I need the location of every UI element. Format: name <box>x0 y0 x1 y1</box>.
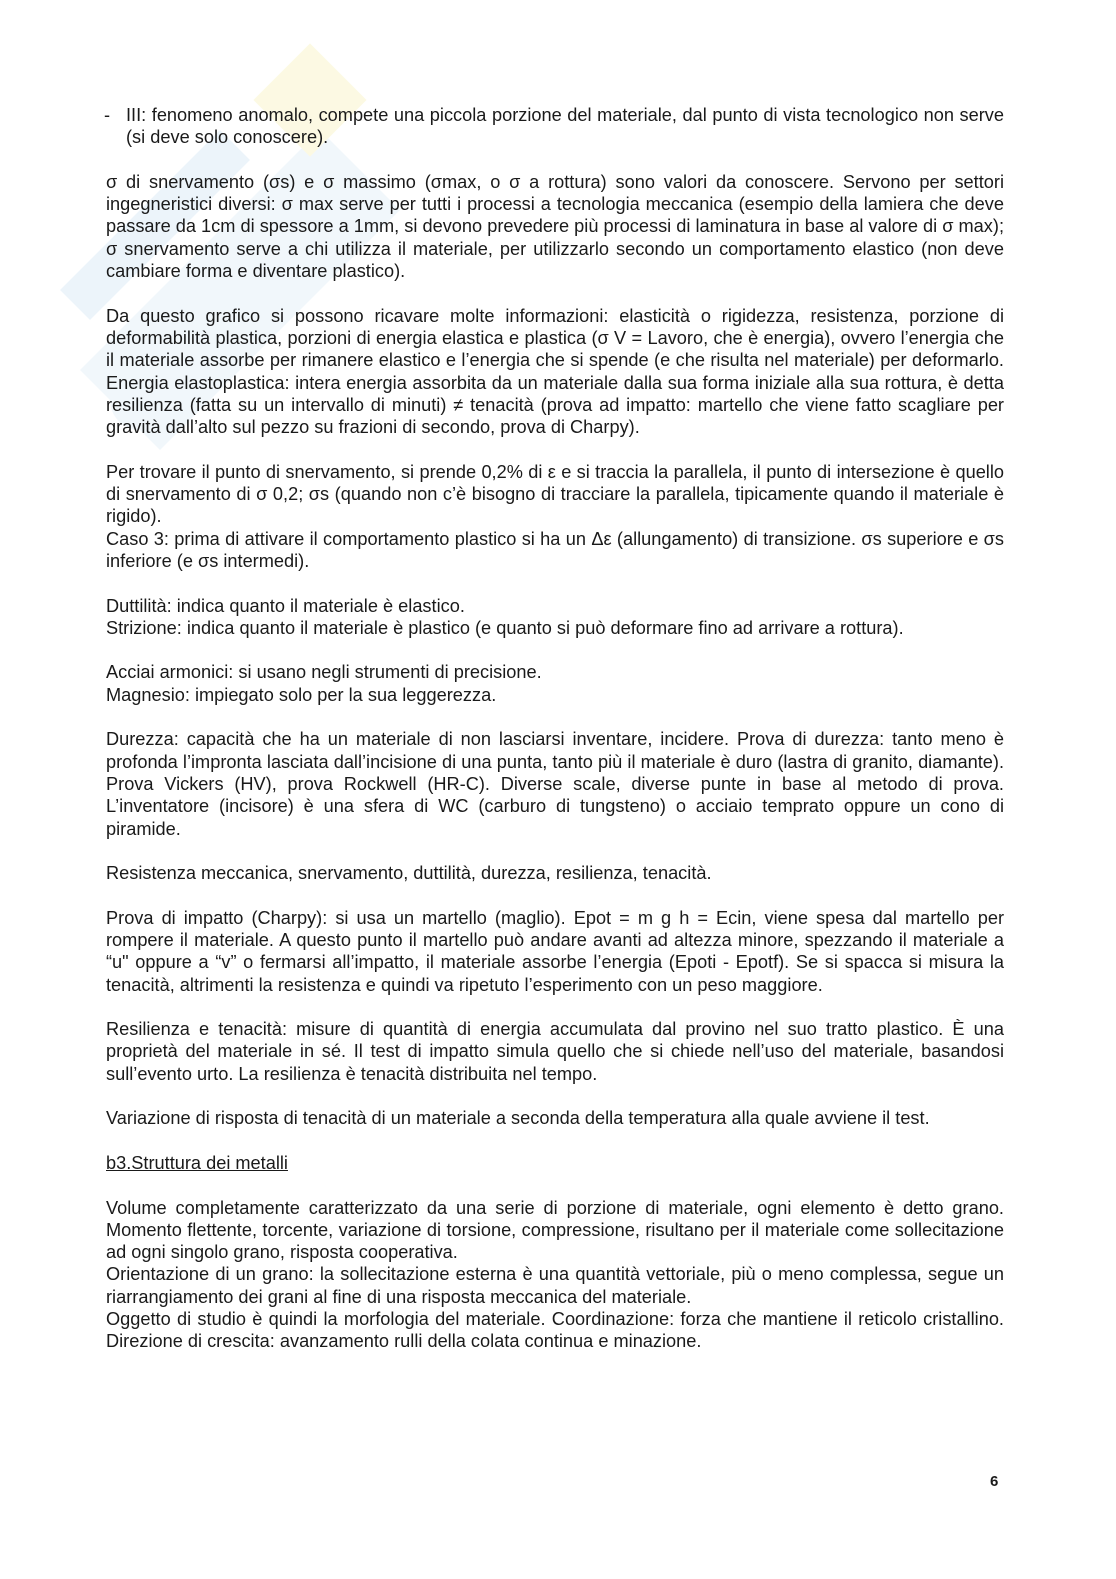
paragraph-orientazione: Orientazione di un grano: la sollecitazione esterna è una quantità vettoriale, più o meno complessa, segue un riarrangiamento dei grani al fine di una risposta meccanica del materiale. <box>106 1264 1004 1307</box>
document-page <box>106 104 1004 1353</box>
paragraph-proprieta: Resistenza meccanica, snervamento, duttilità, durezza, resilienza, tenacità. <box>106 863 712 884</box>
paragraph-sigma: σ di snervamento (σs) e σ massimo (σmax, o σ a rottura) sono valori da conoscere. Servono per settori ingegneristici diversi: σ max serve per tutti i processi a tecnologia meccanica (esempio della lamiera che deve passare da 1cm di spessore a 1mm, si devono prevedere più processi di laminatura in base al valore di σ max); σ snervamento serve a chi utilizza il materiale, per utilizzarlo secondo un comportamento elastico (non deve cambiare forma e diventare plastico). <box>106 171 1004 282</box>
bullet-text: III: fenomeno anomalo, compete una piccola porzione del materiale, dal punto di vista tecnologico non serve (si deve solo conoscere). <box>126 105 1004 148</box>
paragraph-duttilita: Duttilità: indica quanto il materiale è elastico. <box>106 595 465 616</box>
bullet-marker: - <box>104 105 111 125</box>
bullet-item <box>106 104 1004 149</box>
paragraph-snervamento: Per trovare il punto di snervamento, si prende 0,2% di ε e si traccia la parallela, il punto di intersezione è quello di snervamento di σ 0,2; σs (quando non c’è bisogno di tracciare la parallela, tipicamente quando il materiale è rigido). <box>106 461 1004 527</box>
paragraph-volume: Volume completamente caratterizzato da una serie di porzione di materiale, ogni elemento è detto grano. Momento flettente, torcente, variazione di torsione, compressione, risultano per il materiale come sollecitazione ad ogni singolo grano, risposta cooperativa. <box>106 1197 1004 1263</box>
paragraph-acciai: Acciai armonici: si usano negli strumenti di precisione. <box>106 662 542 683</box>
paragraph-durezza: Durezza: capacità che ha un materiale di non lasciarsi inventare, incidere. Prova di durezza: tanto meno è profonda l’impronta lasciata dall’incisione di una punta, tanto più il materiale è duro (lastra di granito, diamante). Prova Vickers (HV), prova Rockwell (HR-C). Diverse scale, diverse punte in base al metodo di prova. L’inventatore (incisore) è una sfera di WC (carburo di tungsteno) o acciaio temprato oppure un cono di piramide. <box>106 729 1004 839</box>
paragraph-oggetto: Oggetto di studio è quindi la morfologia del materiale. Coordinazione: forza che mantiene il reticolo cristallino. Direzione di crescita: avanzamento rulli della colata continua e minazione. <box>106 1309 1004 1352</box>
page-number: 6 <box>990 1473 999 1490</box>
paragraph-grafico: Da questo grafico si possono ricavare molte informazioni: elasticità o rigidezza, resistenza, porzione di deformabilità plastica, porzioni di energia elastica e plastica (σ V = Lavoro, che è energia), ovvero l’energia che il materiale assorbe per rimanere elastico e l’energia che si spende (e che risulta nel materiale) per deformarlo. Energia elastoplastica: intera energia assorbita da un materiale dalla sua forma iniziale alla sua rottura, è detta resilienza (fatta su un intervallo di minuti) ≠ tenacità (prova ad impatto: martello che viene fatto scagliare per gravità dall’alto sul pezzo su frazioni di secondo, prova di Charpy). <box>106 305 1004 438</box>
paragraph-magnesio: Magnesio: impiegato solo per la sua leggerezza. <box>106 684 497 705</box>
section-heading: b3.Struttura dei metalli <box>106 1152 288 1173</box>
paragraph-charpy: Prova di impatto (Charpy): si usa un martello (maglio). Epot = m g h = Ecin, viene spesa dal martello per rompere il materiale. A questo punto il martello può andare avanti ad altezza minore, spezzando il materiale a “u" oppure a “v” o fermarsi all’impatto, il materiale assorbe l’energia (Epoti - Epotf). Se si spacca si misura la tenacità, altrimenti la resistenza e quindi va ripetuto l’esperimento con un peso maggiore. <box>106 907 1004 995</box>
paragraph-resilienza: Resilienza e tenacità: misure di quantità di energia accumulata dal provino nel suo tratto plastico. È una proprietà del materiale in sé. Il test di impatto simula quello che si chiede nell’uso del materiale, basandosi sull’evento urto. La resilienza è tenacità distribuita nel tempo. <box>106 1019 1004 1084</box>
paragraph-strizione: Strizione: indica quanto il materiale è plastico (e quanto si può deformare fino ad arrivare a rottura). <box>106 617 904 638</box>
paragraph-temperatura: Variazione di risposta di tenacità di un materiale a seconda della temperatura alla quale avviene il test. <box>106 1108 930 1129</box>
paragraph-caso3: Caso 3: prima di attivare il comportamento plastico si ha un Δε (allungamento) di transizione. σs superiore e σs inferiore (e σs intermedi). <box>106 528 1004 571</box>
